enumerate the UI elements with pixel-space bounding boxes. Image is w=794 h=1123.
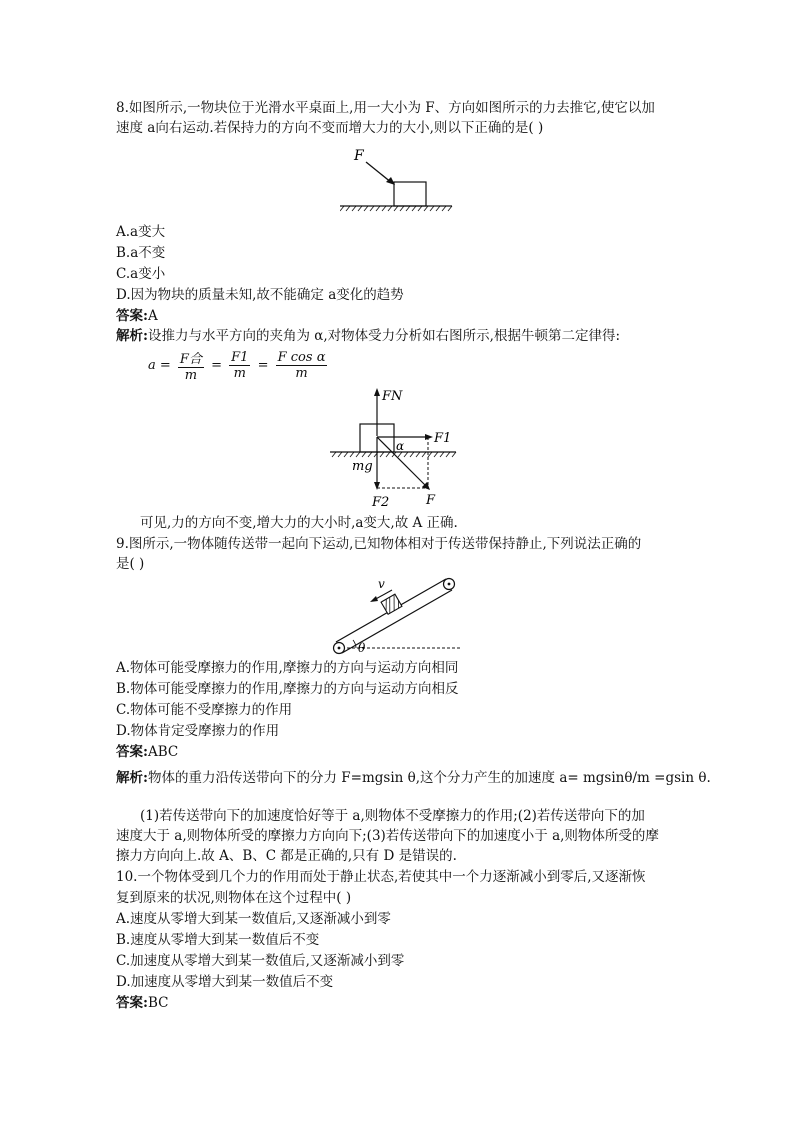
q9-answer-label: 答案: <box>116 744 148 760</box>
q8-analysis-text: 设推力与水平方向的夹角为 α,对物体受力分析如右图所示,根据牛顿第二定律得: <box>147 328 621 344</box>
q9-conveyor-figure <box>328 574 468 658</box>
q8-option-a: A.a变大 <box>116 224 166 240</box>
q9-analysis-line4: 擦力方向向上.故 A、B、C 都是正确的,只有 D 是错误的. <box>116 848 457 864</box>
theta-label: θ <box>358 641 366 655</box>
q9-option-b: B.物体可能受摩擦力的作用,摩擦力的方向与运动方向相反 <box>116 681 459 697</box>
q8-conclusion: 可见,力的方向不变,增大力的大小时,a变大,故 A 正确. <box>140 515 458 531</box>
q8-option-c: C.a变小 <box>116 266 166 282</box>
q8-frac-3: $\frac{\text{F cos α}}{m}$ <box>277 350 326 381</box>
q9-option-c: C.物体可能不受摩擦力的作用 <box>116 702 293 718</box>
q8-stem-line2: 速度 a向右运动.若保持力的方向不变而增大力的大小,则以下正确的是( ) <box>116 120 544 136</box>
q10-option-c: C.加速度从零增大到某一数值后,又逐渐减小到零 <box>116 953 405 969</box>
q9-stem-line1: 9.图所示,一物体随传送带一起向下运动,已知物体相对于传送带保持静止,下列说法正确的 <box>116 536 642 552</box>
FN-label: FN <box>382 389 403 404</box>
q8-stem-line1: 8.如图所示,一物块位于光滑水平桌面上,用一大小为 F、方向如图所示的力去推它,使它以加 <box>116 100 655 116</box>
q9-analysis <box>116 768 711 788</box>
q9-answer-value: ABC <box>147 744 179 760</box>
q9-option-a: A.物体可能受摩擦力的作用,摩擦力的方向与运动方向相同 <box>116 660 459 676</box>
alpha-label: α <box>396 439 405 453</box>
F2-label: F2 <box>372 495 390 510</box>
q10-stem-line1: 10.一个物体受到几个力的作用而处于静止状态,若使其中一个力逐渐减小到零后,又逐渐恢 <box>116 869 646 885</box>
q8-frac-2: $\frac{F1}{m}$ <box>231 350 249 381</box>
q10-answer-label: 答案: <box>116 995 148 1011</box>
mg-label: mg <box>352 459 373 474</box>
q8-answer-label: 答案: <box>116 308 148 324</box>
q9-analysis-line2: (1)若传送带向下的加速度恰好等于 a,则物体不受摩擦力的作用;(2)若传送带向下的加 <box>140 808 645 824</box>
q8-option-b: B.a不变 <box>116 245 166 261</box>
q8-answer <box>116 306 158 326</box>
q9-analysis-label: 解析: <box>116 770 148 786</box>
q10-option-b: B.速度从零增大到某一数值后不变 <box>116 932 320 948</box>
q8-formula-lhs: a = <box>148 358 171 373</box>
q8-force-diagram <box>330 384 470 514</box>
q10-answer <box>116 993 169 1013</box>
q9-answer <box>116 742 178 762</box>
q9-stem-line2: 是( ) <box>116 556 145 572</box>
q8-option-d: D.因为物块的质量未知,故不能确定 a变化的趋势 <box>116 287 404 303</box>
q10-option-d: D.加速度从零增大到某一数值后不变 <box>116 974 334 990</box>
F1-label: F1 <box>434 431 452 446</box>
q9-analysis-text: 物体的重力沿传送带向下的分力 F=mgsin θ,这个分力产生的加速度 a= mgsinθ/m =gsin θ. <box>147 770 711 786</box>
v-label: v <box>378 577 385 591</box>
q8-figure-F-label: F <box>354 148 364 164</box>
F-label: F <box>426 493 436 508</box>
q10-option-a: A.速度从零增大到某一数值后,又逐渐减小到零 <box>116 911 391 927</box>
q8-analysis-label: 解析: <box>116 328 148 344</box>
q9-option-d: D.物体肯定受摩擦力的作用 <box>116 723 280 739</box>
q8-push-figure <box>340 142 460 214</box>
q8-analysis <box>116 326 620 346</box>
q10-answer-value: BC <box>147 995 169 1011</box>
q8-answer-value: A <box>147 308 158 324</box>
q10-stem-line2: 复到原来的状况,则物体在这个过程中( ) <box>116 890 352 906</box>
q8-formula: a = $\frac{\text{F合}}{m}$ = $\frac{F1}{m}$ = $\frac{\text{F cos α}}{m}$ <box>148 350 326 383</box>
q9-analysis-line3: 速度大于 a,则物体所受的摩擦力方向向下;(3)若传送带向下的加速度小于 a,则物体所受的摩 <box>116 828 659 844</box>
q8-frac-1: $\frac{\text{F合}}{m}$ <box>178 348 204 383</box>
